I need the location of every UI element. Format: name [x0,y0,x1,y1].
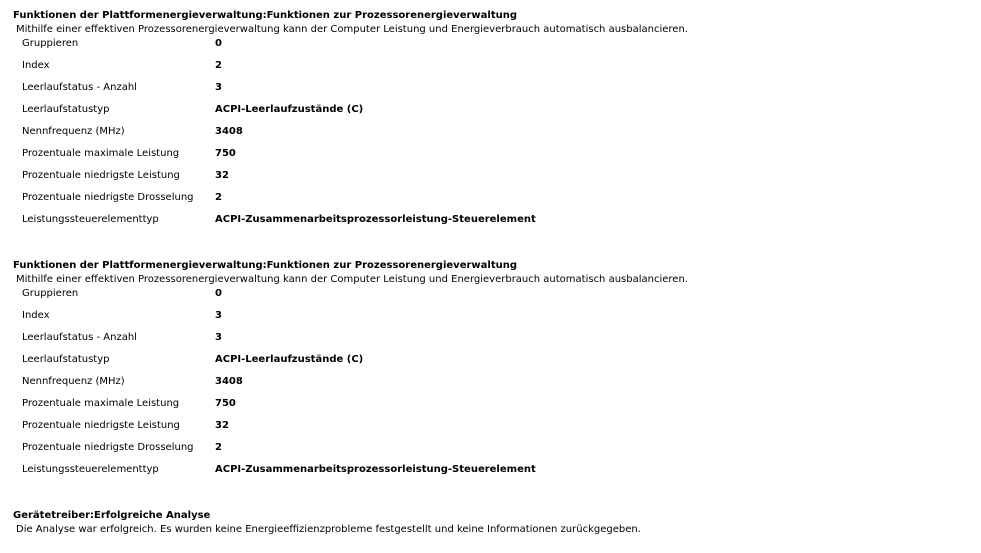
property-value: 0 [215,288,222,299]
property-value: 750 [215,148,236,159]
property-row [13,191,973,213]
property-label: Prozentuale maximale Leistung [22,148,180,159]
property-value: 2 [215,192,222,203]
property-row [13,353,973,375]
report-section-processor-power-1 [13,9,973,235]
section-title: Gerätetreiber:Erfolgreiche Analyse [13,510,211,521]
property-value: 32 [215,420,229,431]
property-label: Index [22,310,50,321]
property-row [13,397,973,419]
property-row [13,37,973,59]
property-value: ACPI-Zusammenarbeitsprozessorleistung-Steuerelement [215,464,536,475]
property-value: 750 [215,398,236,409]
property-value: 3408 [215,126,243,137]
section-title: Funktionen der Plattformenergieverwaltung:Funktionen zur Prozessorenergieverwaltung [13,10,517,21]
property-label: Leistungssteuerelementtyp [22,464,159,475]
property-row [13,81,973,103]
property-table [13,287,973,485]
property-value: 32 [215,170,229,181]
section-title: Funktionen der Plattformenergieverwaltung:Funktionen zur Prozessorenergieverwaltung [13,260,517,271]
section-description: Mithilfe einer effektiven Prozessorenergieverwaltung kann der Computer Leistung und Energieverbrauch automatisch ausbalancieren. [16,274,688,285]
property-row [13,463,973,485]
property-label: Nennfrequenz (MHz) [22,126,125,137]
section-description: Mithilfe einer effektiven Prozessorenergieverwaltung kann der Computer Leistung und Energieverbrauch automatisch ausbalancieren. [16,24,688,35]
property-table [13,37,973,235]
property-label: Gruppieren [22,288,79,299]
property-label: Prozentuale niedrigste Drosselung [22,442,194,453]
property-label: Prozentuale niedrigste Leistung [22,420,180,431]
property-value: 3 [215,82,222,93]
property-row [13,441,973,463]
property-row [13,309,973,331]
property-row [13,375,973,397]
property-value: 3 [215,332,222,343]
property-label: Gruppieren [22,38,79,49]
property-value: 2 [215,442,222,453]
property-value: 3 [215,310,222,321]
property-label: Leerlaufstatus - Anzahl [22,82,137,93]
property-value: ACPI-Leerlaufzustände (C) [215,104,364,115]
property-value: ACPI-Zusammenarbeitsprozessorleistung-Steuerelement [215,214,536,225]
property-row [13,103,973,125]
property-label: Leerlaufstatustyp [22,104,110,115]
property-row [13,331,973,353]
property-value: 0 [215,38,222,49]
property-label: Prozentuale niedrigste Leistung [22,170,180,181]
property-row [13,169,973,191]
property-row [13,287,973,309]
report-section-processor-power-2 [13,259,973,485]
property-value: ACPI-Leerlaufzustände (C) [215,354,364,365]
report-section-device-drivers [13,509,973,537]
property-label: Index [22,60,50,71]
property-label: Leistungssteuerelementtyp [22,214,159,225]
property-row [13,125,973,147]
property-label: Nennfrequenz (MHz) [22,376,125,387]
property-row [13,147,973,169]
property-label: Leerlaufstatustyp [22,354,110,365]
property-label: Prozentuale maximale Leistung [22,398,180,409]
property-value: 3408 [215,376,243,387]
property-label: Leerlaufstatus - Anzahl [22,332,137,343]
property-row [13,419,973,441]
section-description: Die Analyse war erfolgreich. Es wurden keine Energieeffizienzprobleme festgestellt und keine Informationen zurückgegeben. [16,524,641,535]
property-value: 2 [215,60,222,71]
property-row [13,213,973,235]
property-row [13,59,973,81]
property-label: Prozentuale niedrigste Drosselung [22,192,194,203]
